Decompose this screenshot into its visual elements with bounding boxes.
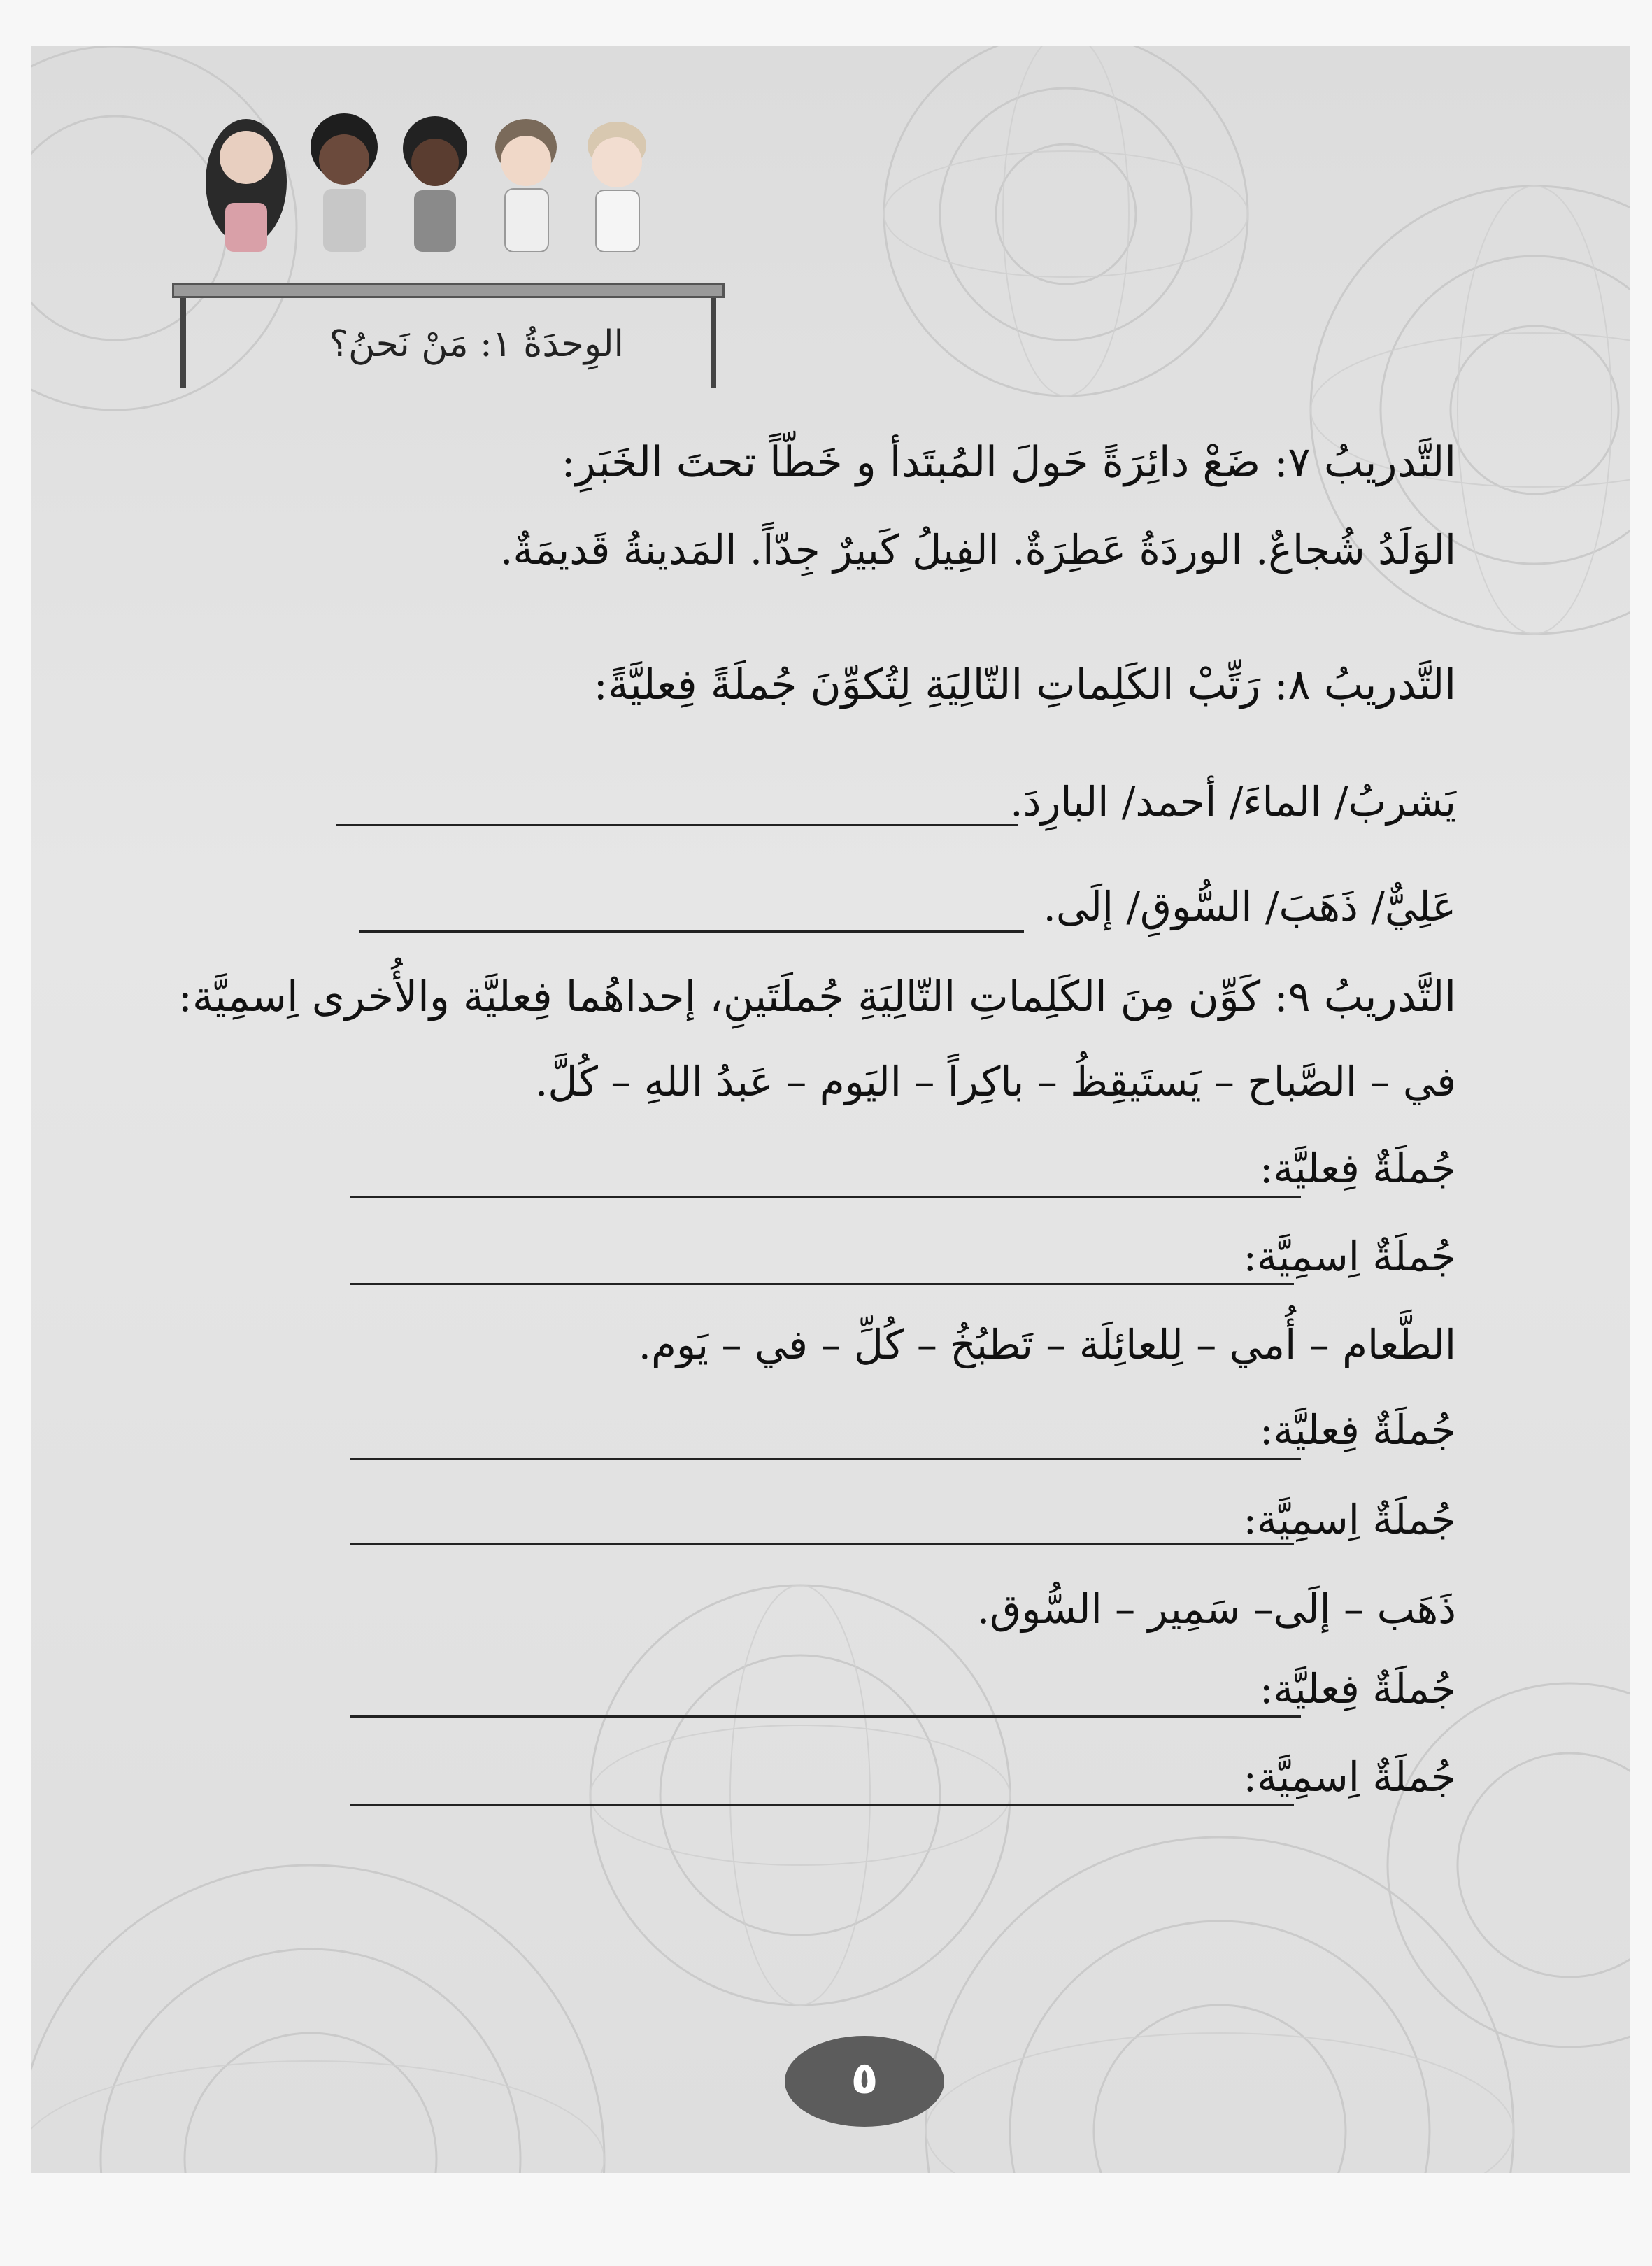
exercise-8-item-2: عَلِيٌّ/ ذَهَبَ/ السُّوقِ/ إلَى. <box>1043 883 1456 930</box>
unit-title: الوِحدَةُ ١: مَنْ نَحنُ؟ <box>329 323 624 365</box>
exercise-8-answer-line-2[interactable] <box>359 930 1024 933</box>
verbal-sentence-label-2: جُملَةٌ فِعليَّة: <box>1259 1406 1456 1454</box>
exercise-8-item-1: يَشربُ/ الماءَ/ أحمد/ البارِدَ. <box>1010 778 1456 826</box>
exercise-7-sentences: الوَلَدُ شُجاعٌ. الوردَةُ عَطِرَةٌ. الفِيلُ كَبيرٌ جِدّاً. المَدينةُ قَديمَةٌ. <box>500 526 1456 574</box>
board-top-bar <box>172 283 725 298</box>
verbal-sentence-answer-line-1[interactable] <box>350 1196 1301 1198</box>
verbal-sentence-answer-line-2[interactable] <box>350 1458 1301 1460</box>
exercise-9-words-set-1: في – الصَّباح – يَستَيقِظُ – باكِراً – اليَوم – عَبدُ اللهِ – كُلَّ. <box>534 1058 1456 1105</box>
exercise-9-words-set-3: ذَهَب – إلَى– سَمِير – السُّوق. <box>976 1585 1456 1633</box>
exercise-8-answer-line-1[interactable] <box>336 824 1018 826</box>
nominal-sentence-label-2: جُملَةٌ اِسمِيَّة: <box>1243 1496 1456 1543</box>
child-2 <box>311 113 378 252</box>
exercise-9-words-set-2: الطَّعام – أُمي – لِلعائِلَة – تَطبُخُ – كُلِّ – في – يَوم. <box>638 1321 1456 1368</box>
verbal-sentence-label-3: جُملَةٌ فِعليَّة: <box>1259 1665 1456 1713</box>
nominal-sentence-label-1: جُملَةٌ اِسمِيَّة: <box>1243 1233 1456 1280</box>
exercise-9-title: التَّدريبُ ٩: كَوِّن مِنَ الكَلِماتِ التّالِيَةِ جُملَتَينِ، إحداهُما فِعليَّة والأُخرى اِسمِيَّة: <box>178 972 1456 1021</box>
page-number: ٥ <box>850 2053 878 2104</box>
nominal-sentence-answer-line-2[interactable] <box>350 1543 1294 1545</box>
exercise-8-title: التَّدريبُ ٨: رَتِّبْ الكَلِماتِ التّالِيَةِ لِتُكوِّنَ جُملَةً فِعليَّةً: <box>593 660 1456 709</box>
board-leg-left <box>180 298 186 388</box>
nominal-sentence-label-3: جُملَةٌ اِسمِيَّة: <box>1243 1753 1456 1801</box>
page-number-badge <box>785 2036 944 2127</box>
nominal-sentence-answer-line-1[interactable] <box>350 1283 1294 1285</box>
board-leg-right <box>711 298 716 388</box>
child-4 <box>495 119 557 252</box>
child-3 <box>403 116 467 252</box>
verbal-sentence-answer-line-3[interactable] <box>350 1715 1301 1718</box>
children-illustration <box>190 105 722 252</box>
child-5 <box>588 122 646 252</box>
nominal-sentence-answer-line-3[interactable] <box>350 1804 1294 1806</box>
child-1 <box>206 119 287 252</box>
exercise-7-title: التَّدريبُ ٧: ضَعْ دائِرَةً حَولَ المُبتَدأ و خَطّاً تحتَ الخَبَرِ: <box>561 438 1456 487</box>
verbal-sentence-label-1: جُملَةٌ فِعليَّة: <box>1259 1145 1456 1192</box>
